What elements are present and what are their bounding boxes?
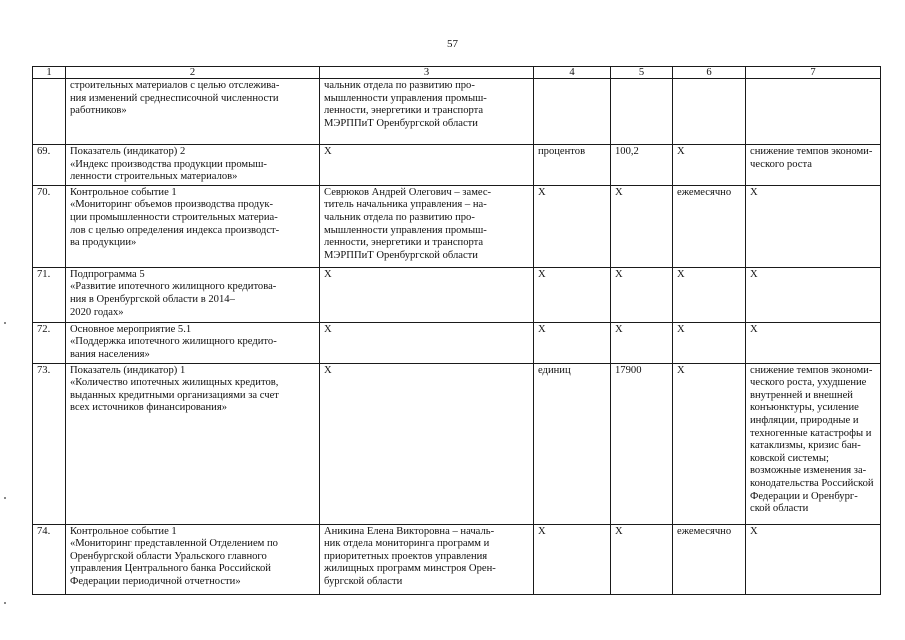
text-line: ния в Оренбургской области в 2014–	[70, 293, 235, 305]
target-value: Х	[611, 185, 673, 267]
text-line: Федерации и Оренбург-	[750, 490, 858, 502]
text-line: ции промышленности строительных материа-	[70, 211, 278, 223]
text-line: Севрюков Андрей Олегович – замес-	[324, 186, 492, 198]
text-line: МЭРППиТ Оренбургской области	[324, 117, 478, 129]
text-line: «Индекс производства продукции промыш-	[70, 158, 267, 170]
text-line: Показатель (индикатор) 1	[70, 364, 186, 376]
text-line: чальник отдела по развитию про-	[324, 211, 475, 223]
text-line: приоритетных проектов управления	[324, 550, 488, 562]
text-line: Х	[750, 323, 758, 335]
text-line: Х	[324, 323, 332, 335]
unit-of-measure: Х	[534, 185, 611, 267]
text-line: Х	[750, 525, 758, 537]
column-number: 5	[611, 67, 673, 79]
scan-speck	[4, 602, 6, 604]
column-number: 7	[746, 67, 881, 79]
text-line: бургской области	[324, 575, 403, 587]
table-row	[33, 322, 881, 363]
item-description	[66, 524, 320, 594]
text-line: «Поддержка ипотечного жилищного кредито-	[70, 336, 277, 348]
text-line: всех источников финансирования»	[70, 402, 227, 414]
row-number	[33, 79, 66, 145]
text-line: МЭРППиТ Оренбургской области	[324, 249, 478, 261]
row-number: 74.	[33, 524, 66, 594]
target-value: 17900	[611, 363, 673, 524]
text-line: титель начальника управления – на-	[324, 199, 487, 211]
responsible-person	[320, 145, 534, 186]
item-description	[66, 322, 320, 363]
text-line: катаклизмы, кризис бан-	[750, 440, 861, 452]
unit-of-measure: Х	[534, 267, 611, 322]
text-line: инфляции, природные и	[750, 414, 859, 426]
table-row	[33, 267, 881, 322]
table-body	[33, 67, 881, 595]
text-line: ленности, энергетики и транспорта	[324, 105, 484, 117]
text-line: работников»	[70, 105, 127, 117]
target-value	[611, 79, 673, 145]
text-line: лов с целью определения индекса производст-	[70, 224, 280, 236]
column-number: 3	[320, 67, 534, 79]
text-line: жилищных программ минстроя Орен-	[324, 563, 496, 575]
text-line: «Количество ипотечных жилищных кредитов,	[70, 377, 279, 389]
unit-of-measure: процентов	[534, 145, 611, 186]
periodicity: Х	[673, 322, 746, 363]
risk-notes	[746, 322, 881, 363]
text-line: ческого роста	[750, 158, 812, 170]
target-value: Х	[611, 267, 673, 322]
item-description	[66, 79, 320, 145]
unit-of-measure: Х	[534, 322, 611, 363]
text-line: Х	[324, 364, 332, 376]
text-line: Оренбургской области Уральского главного	[70, 550, 267, 562]
text-line: ленности, энергетики и транспорта	[324, 237, 484, 249]
text-line: Х	[750, 268, 758, 280]
text-line: Аникина Елена Викторовна – началь-	[324, 525, 495, 537]
column-number: 2	[66, 67, 320, 79]
item-description	[66, 145, 320, 186]
row-number: 71.	[33, 267, 66, 322]
periodicity	[673, 79, 746, 145]
text-line: 2020 годах»	[70, 306, 124, 318]
text-line: «Развитие ипотечного жилищного кредитова-	[70, 281, 277, 293]
table-row	[33, 363, 881, 524]
document-table	[32, 66, 881, 595]
text-line: чальник отдела по развитию про-	[324, 80, 475, 91]
text-line: ния изменений среднесписочной численности	[70, 92, 279, 104]
risk-notes	[746, 79, 881, 145]
table-row	[33, 79, 881, 145]
unit-of-measure: Х	[534, 524, 611, 594]
text-line: Контрольное событие 1	[70, 525, 177, 537]
target-value: Х	[611, 322, 673, 363]
responsible-person	[320, 185, 534, 267]
item-description	[66, 185, 320, 267]
text-line: снижение темпов экономи-	[750, 364, 873, 376]
text-line: Х	[750, 186, 758, 198]
row-number: 70.	[33, 185, 66, 267]
text-line: Х	[324, 268, 332, 280]
text-line: Контрольное событие 1	[70, 186, 177, 198]
column-number: 6	[673, 67, 746, 79]
text-line: ской области	[750, 503, 809, 515]
responsible-person	[320, 267, 534, 322]
text-line: «Мониторинг представленной Отделением по	[70, 538, 278, 550]
text-line: Федерации периодичной отчетности»	[70, 575, 241, 587]
text-line: конъюнктуры, усиление	[750, 402, 859, 414]
text-line: техногенные катастрофы и	[750, 427, 872, 439]
unit-of-measure: единиц	[534, 363, 611, 524]
responsible-person	[320, 79, 534, 145]
text-line: «Мониторинг объемов производства продук-	[70, 199, 274, 211]
table-row	[33, 145, 881, 186]
item-description	[66, 267, 320, 322]
column-number-row	[33, 67, 881, 79]
periodicity: ежемесячно	[673, 185, 746, 267]
row-number: 73.	[33, 363, 66, 524]
text-line: ческого роста, ухудшение	[750, 377, 867, 389]
risk-notes	[746, 145, 881, 186]
column-number: 1	[33, 67, 66, 79]
text-line: мышленности управления промыш-	[324, 92, 487, 104]
table-row	[33, 524, 881, 594]
responsible-person	[320, 363, 534, 524]
text-line: строительных материалов с целью отслежива-	[70, 80, 280, 91]
risk-notes	[746, 185, 881, 267]
text-line: ленности строительных материалов»	[70, 171, 238, 183]
text-line: ник отдела мониторинга программ и	[324, 538, 490, 550]
table-row	[33, 185, 881, 267]
scan-speck	[4, 497, 6, 499]
column-number: 4	[534, 67, 611, 79]
responsible-person	[320, 524, 534, 594]
scan-speck	[4, 322, 6, 324]
item-description	[66, 363, 320, 524]
text-line: управления Центрального банка Российской	[70, 563, 271, 575]
text-line: Подпрограмма 5	[70, 268, 145, 280]
text-line: мышленности управления промыш-	[324, 224, 487, 236]
text-line: возможные изменения за-	[750, 465, 867, 477]
row-number: 69.	[33, 145, 66, 186]
text-line: ковской системы;	[750, 452, 829, 464]
target-value: Х	[611, 524, 673, 594]
text-line: внутренней и внешней	[750, 389, 853, 401]
target-value: 100,2	[611, 145, 673, 186]
row-number: 72.	[33, 322, 66, 363]
page-number: 57	[447, 38, 458, 50]
periodicity: Х	[673, 267, 746, 322]
responsible-person	[320, 322, 534, 363]
text-line: вания населения»	[70, 348, 150, 360]
text-line: выданных кредитными организациями за счет	[70, 389, 279, 401]
unit-of-measure	[534, 79, 611, 145]
text-line: конодательства Российской	[750, 477, 874, 489]
risk-notes	[746, 524, 881, 594]
text-line: Показатель (индикатор) 2	[70, 146, 186, 157]
periodicity: Х	[673, 363, 746, 524]
text-line: снижение темпов экономи-	[750, 146, 873, 157]
risk-notes	[746, 267, 881, 322]
periodicity: Х	[673, 145, 746, 186]
text-line: Х	[324, 146, 332, 157]
periodicity: ежемесячно	[673, 524, 746, 594]
text-line: ва продукции»	[70, 237, 137, 249]
risk-notes	[746, 363, 881, 524]
text-line: Основное мероприятие 5.1	[70, 323, 192, 335]
